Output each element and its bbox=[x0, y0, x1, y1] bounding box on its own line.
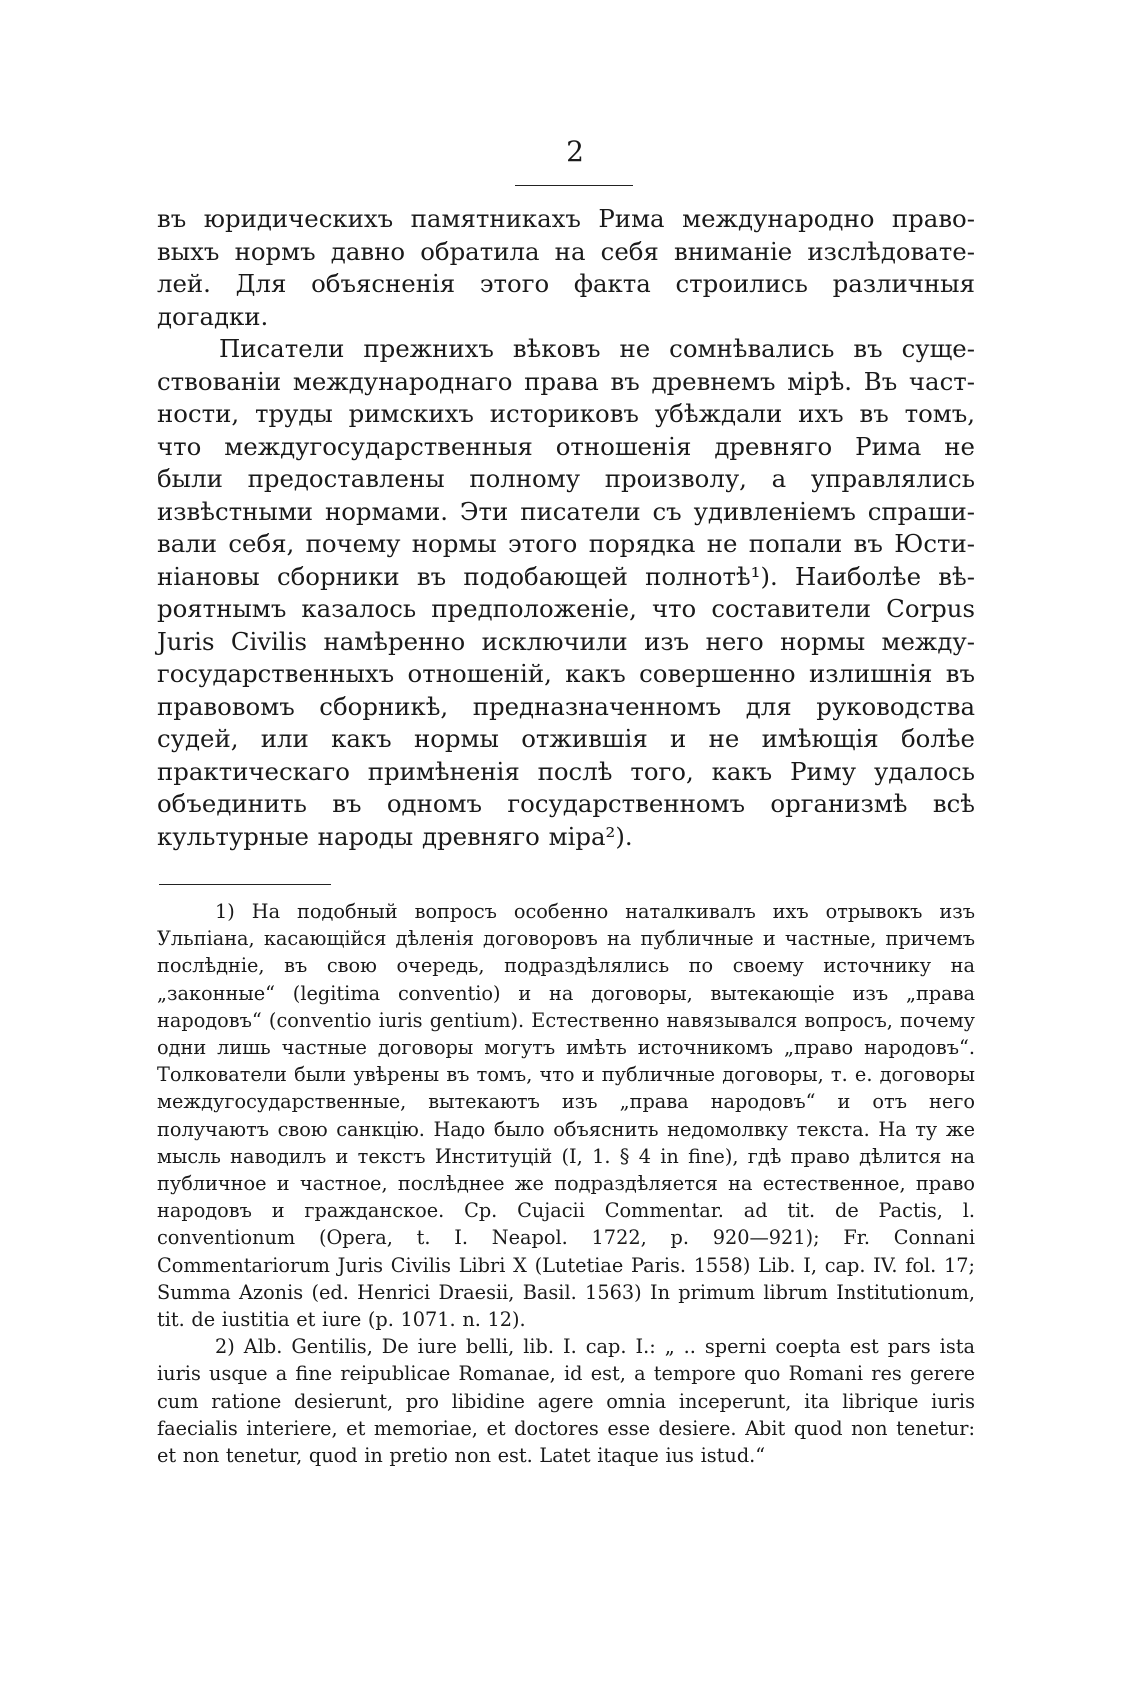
footnotes bbox=[157, 898, 975, 1469]
footnote-2-text: Alb. Gentilis, De iure belli, lib. I. cap. I.: „ .. sperni coepta est pars ista iuris usque a fine reipublicae Romanae, id est, a tempore quo Romani res gerere cum ratione desierunt, pro libidine agere omnia inceperunt, ita librique iuris faecialis interiere, et memoriae, et doctores esse desiere. Abit quod non tenetur: et non tenetur, quod in pretio non est. Latet itaque ius istud.“ bbox=[157, 1335, 975, 1468]
footnote-rule bbox=[159, 884, 331, 885]
paragraph-2: Писатели прежнихъ вѣковъ не сомнѣвались въ существованіи международнаго права въ древнемъ мірѣ. Въ частности, труды римскихъ историковъ убѣждали ихъ въ томъ, что междугосударственныя отношенія древняго Рима не были предоставлены полному произволу, а управлялись извѣстными нормами. Эти писатели съ удивленіемъ спрашивали себя, почему нормы этого порядка не попали въ Юстиніановы сборники въ подобающей полнотѣ¹). Наиболѣе вѣроятнымъ казалось предположеніе, что составители Corpus Juris Civilis намѣренно исключили изъ него нормы междугосударственныхъ отношеній, какъ совершенно излишнія въ правовомъ сборникѣ, предназначенномъ для руководства судей, или какъ нормы отжившія и не имѣющія болѣе практическаго примѣненія послѣ того, какъ Риму удалось объединить въ одномъ государственномъ организмѣ всѣ культурные народы древняго міра²). bbox=[157, 334, 975, 851]
page-number: 2 bbox=[566, 135, 584, 168]
footnote-2 bbox=[157, 1333, 975, 1469]
footnote-1-text: На подобный вопросъ особенно наталкивалъ ихъ отрывокъ изъ Ульпіана, касающійся дѣленія договоровъ на публичные и частные, причемъ послѣдніе, въ свою очередь, подраздѣлялись по своему источнику на „законные“ (legitima conventio) и на договоры, вытекающіе изъ „права народовъ“ (conventio iuris gentium). Естественно навязывался вопросъ, почему одни лишь частные договоры могутъ имѣть источникомъ „право народовъ“. Толкователи были увѣрены въ томъ, что и публичные договоры, т. е. договоры междугосударственные, вытекаютъ изъ „права народовъ“ и отъ него получаютъ свою санкцію. Надо было объяснить недомолвку текста. На ту же мысль наводилъ и текстъ Институцій (I, 1. § 4 in fine), гдѣ право дѣлится на публичное и частное, послѣднее же подраздѣляется на естественное, право народовъ и гражданское. Ср. Cujacii Commentar. ad tit. de Pactis, l. conventionum (Opera, t. I. Neapol. 1722, p. 920—921); Fr. Connani Commentariorum Juris Civilis Libri X (Lutetiae Paris. 1558) Lib. I, cap. IV. fol. 17; Summa Azonis (ed. Henrici Draesii, Basil. 1563) In primum librum Institutionum, tit. de iustitia et iure (p. 1071. n. 12). bbox=[157, 900, 975, 1332]
footnote-2-marker: 2) bbox=[215, 1335, 235, 1359]
main-text bbox=[157, 203, 975, 853]
footnote-1-marker: 1) bbox=[215, 900, 235, 923]
header-rule bbox=[515, 185, 633, 186]
paragraph-1: въ юридическихъ памятникахъ Рима международно правовыхъ нормъ давно обратила на себя вниманіе изслѣдователей. Для объясненія этого факта строились различныя догадки. bbox=[157, 204, 975, 331]
footnote-1 bbox=[157, 898, 975, 1333]
